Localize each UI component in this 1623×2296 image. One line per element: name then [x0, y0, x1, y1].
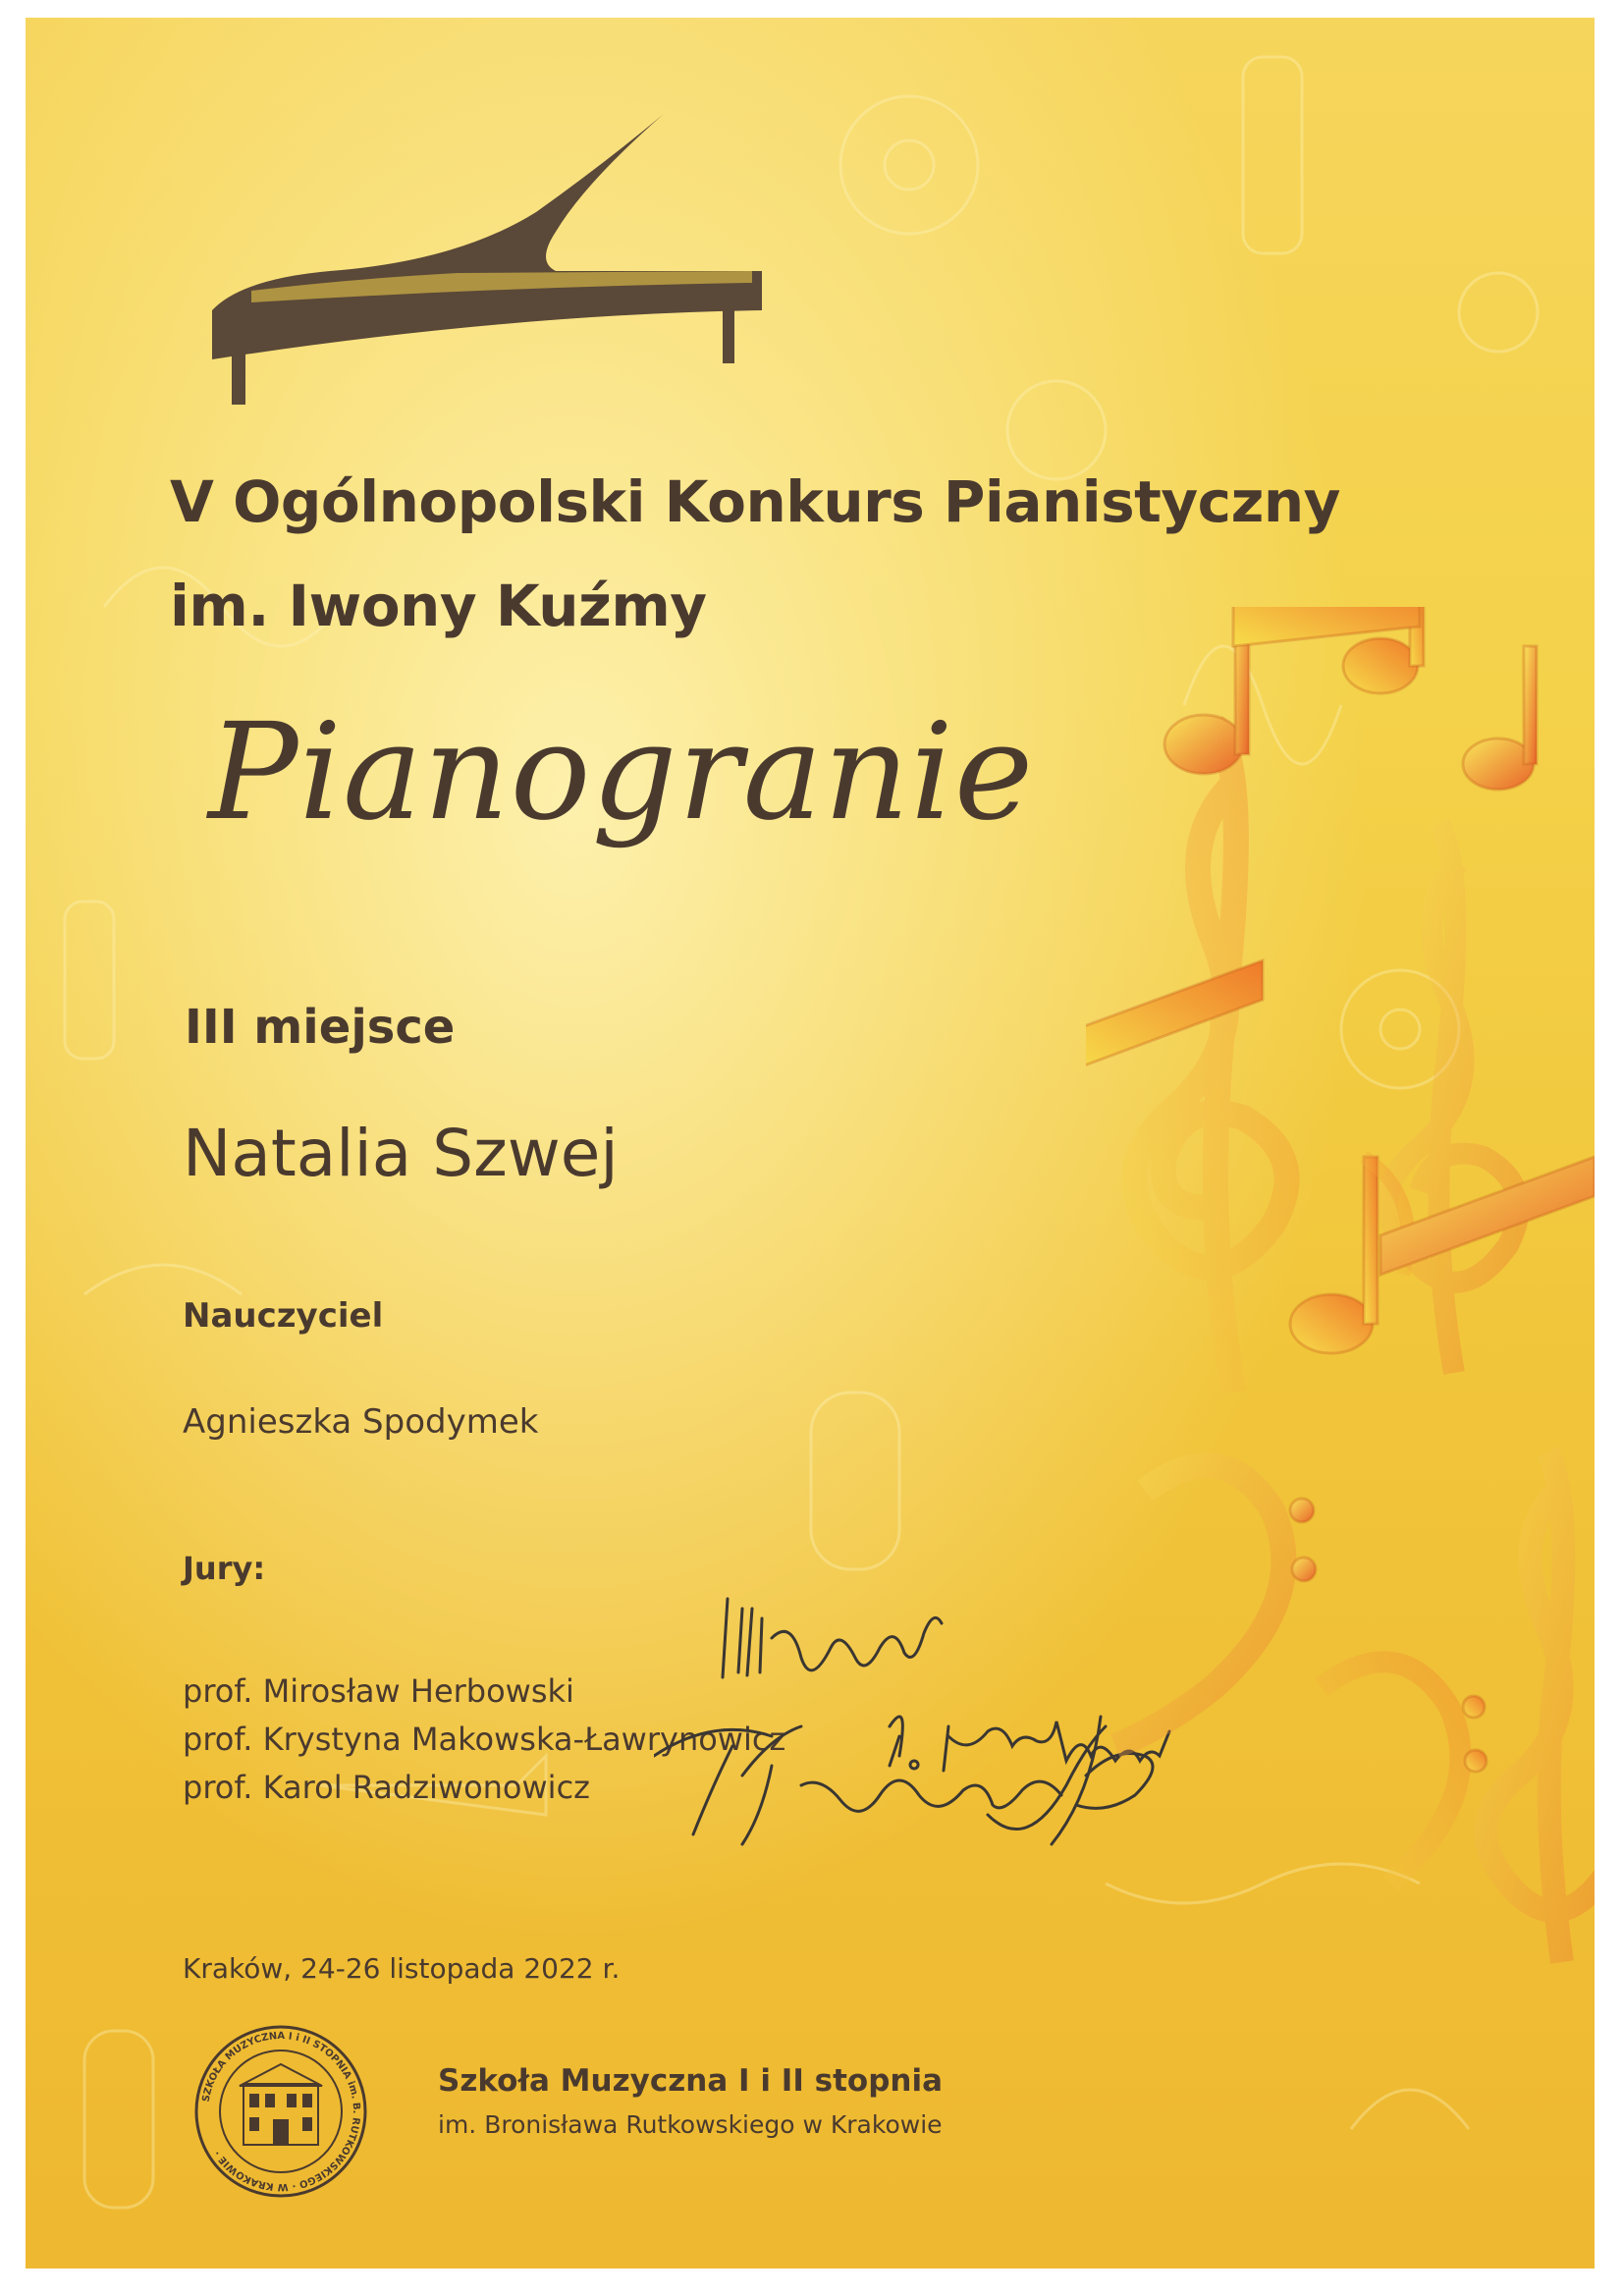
- event-name: Pianogranie: [208, 695, 1035, 850]
- svg-text:SZKOŁA MUZYCZNA I i II STOPNIA: SZKOŁA MUZYCZNA I i II STOPNIA im. B. RUTKOWSKIEGO · W KRAKOWIE ·: [200, 2030, 362, 2193]
- jury-label: Jury:: [183, 1550, 266, 1587]
- jury-member: prof. Mirosław Herbowski: [183, 1672, 574, 1710]
- teacher-label: Nauczyciel: [183, 1296, 384, 1336]
- place-and-date: Kraków, 24-26 listopada 2022 r.: [183, 1952, 621, 1985]
- award-place: III miejsce: [185, 1000, 456, 1055]
- school-name: Szkoła Muzyczna I i II stopnia: [438, 2063, 944, 2099]
- signature-1: [723, 1599, 942, 1677]
- school-seal-icon: [190, 2021, 371, 2202]
- jury-member: prof. Karol Radziwonowicz: [183, 1769, 590, 1806]
- title-line-2: im. Iwony Kuźmy: [170, 573, 707, 639]
- diploma-page: [26, 18, 1595, 2269]
- jury-member: prof. Krystyna Makowska-Ławrynowicz: [183, 1721, 786, 1758]
- school-patron: im. Bronisława Rutkowskiego w Krakowie: [438, 2110, 943, 2139]
- teacher-name: Agnieszka Spodymek: [183, 1402, 539, 1442]
- school-block: [438, 2063, 943, 2139]
- grand-piano-icon: [212, 114, 772, 405]
- title-line-1: V Ogólnopolski Konkurs Pianistyczny: [170, 468, 1340, 535]
- music-notes-icon: [1086, 607, 1595, 2021]
- laureate-name: Natalia Szwej: [183, 1116, 619, 1191]
